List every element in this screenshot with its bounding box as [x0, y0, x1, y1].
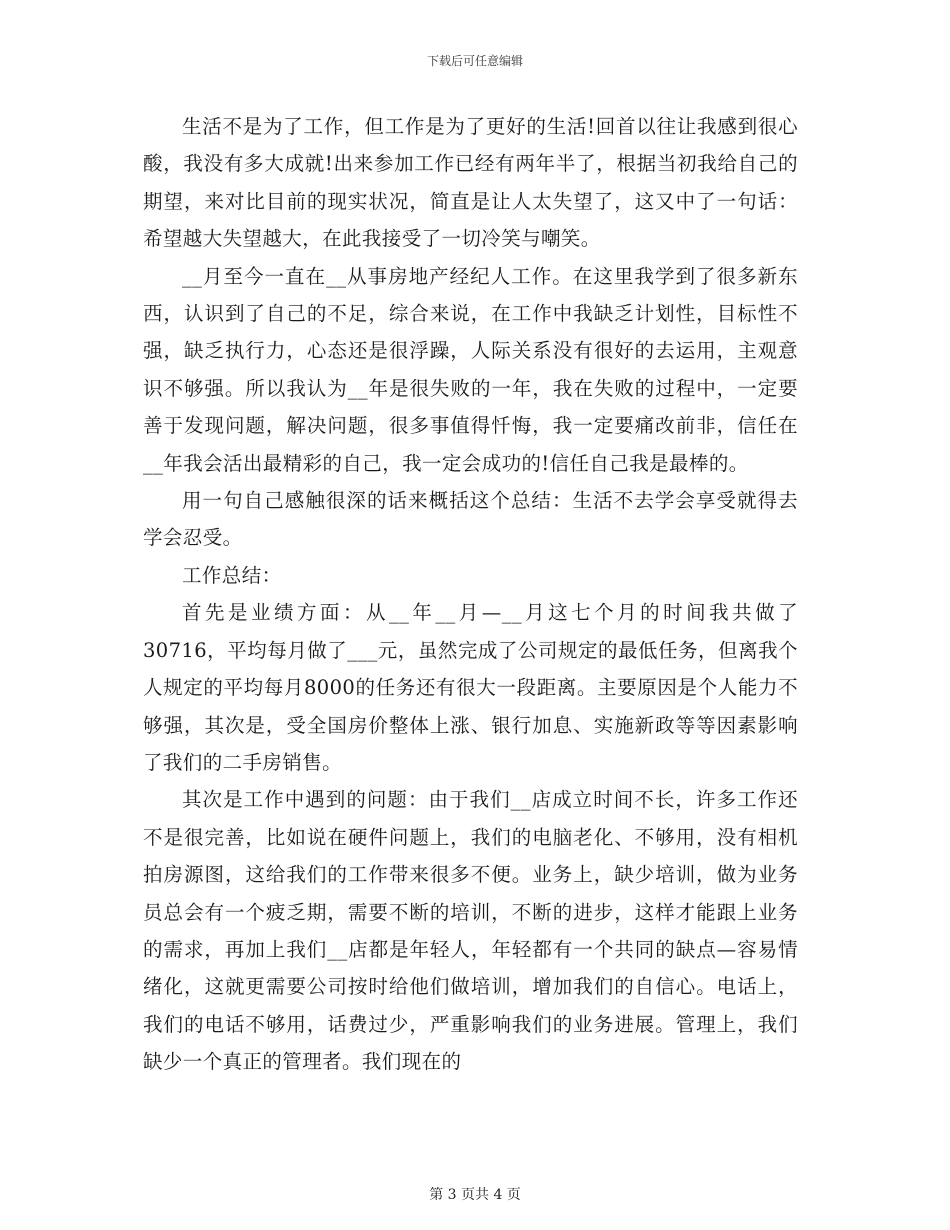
paragraph-performance: 首先是业绩方面：从__年__月—__月这七个月的时间我共做了30716，平均每月做了___元，虽然完成了公司规定的最低任务，但离我个人规定的平均每月8000的任务还有很大一段距离。主要原因是个人能力不够强，其次是，受全国房价整体上涨、银行加息、实施新政等等因素影响了我们的二手房销售。	[143, 601, 798, 774]
paragraph-work-experience: __月至今一直在__从事房地产经纪人工作。在这里我学到了很多新东西，认识到了自己的不足，综合来说，在工作中我缺乏计划性，目标性不强，缺乏执行力，心态还是很浮躁，人际关系没有很好的去运用，主观意识不够强。所以我认为__年是很失败的一年，我在失败的过程中，一定要善于发现问题，解决问题，很多事值得忏悔，我一定要痛改前非，信任在__年我会活出最精彩的自己，我一定会成功的!信任自己我是最棒的。	[143, 264, 798, 475]
document-body	[143, 108, 798, 1081]
paragraph-summary-quote: 用一句自己感触很深的话来概括这个总结：生活不去学会享受就得去学会忍受。	[143, 489, 798, 550]
page-number-footer: 第 3 页共 4 页	[429, 1187, 521, 1203]
section-heading-work-summary: 工作总结：	[182, 563, 282, 587]
paragraph-life-reflection: 生活不是为了工作，但工作是为了更好的生活!回首以往让我感到很心酸，我没有多大成就!出来参加工作已经有两年半了，根据当初我给自己的期望，来对比目前的现实状况，简直是让人太失望了，这又中了一句话：希望越大失望越大，在此我接受了一切冷笑与嘲笑。	[143, 115, 798, 251]
paragraph-problems: 其次是工作中遇到的问题：由于我们__店成立时间不长，许多工作还不是很完善，比如说在硬件问题上，我们的电脑老化、不够用，没有相机拍房源图，这给我们的工作带来很多不便。业务上，缺少培训，做为业务员总会有一个疲乏期，需要不断的培训，不断的进步，这样才能跟上业务的需求，再加上我们__店都是年轻人，年轻都有一个共同的缺点—容易情绪化，这就更需要公司按时给他们做培训，增加我们的自信心。电话上，我们的电话不够用，话费过少，严重影响我们的业务进展。管理上，我们缺少一个真正的管理者。我们现在的	[143, 788, 798, 1074]
page-header: 下载后可任意编辑	[426, 54, 523, 68]
